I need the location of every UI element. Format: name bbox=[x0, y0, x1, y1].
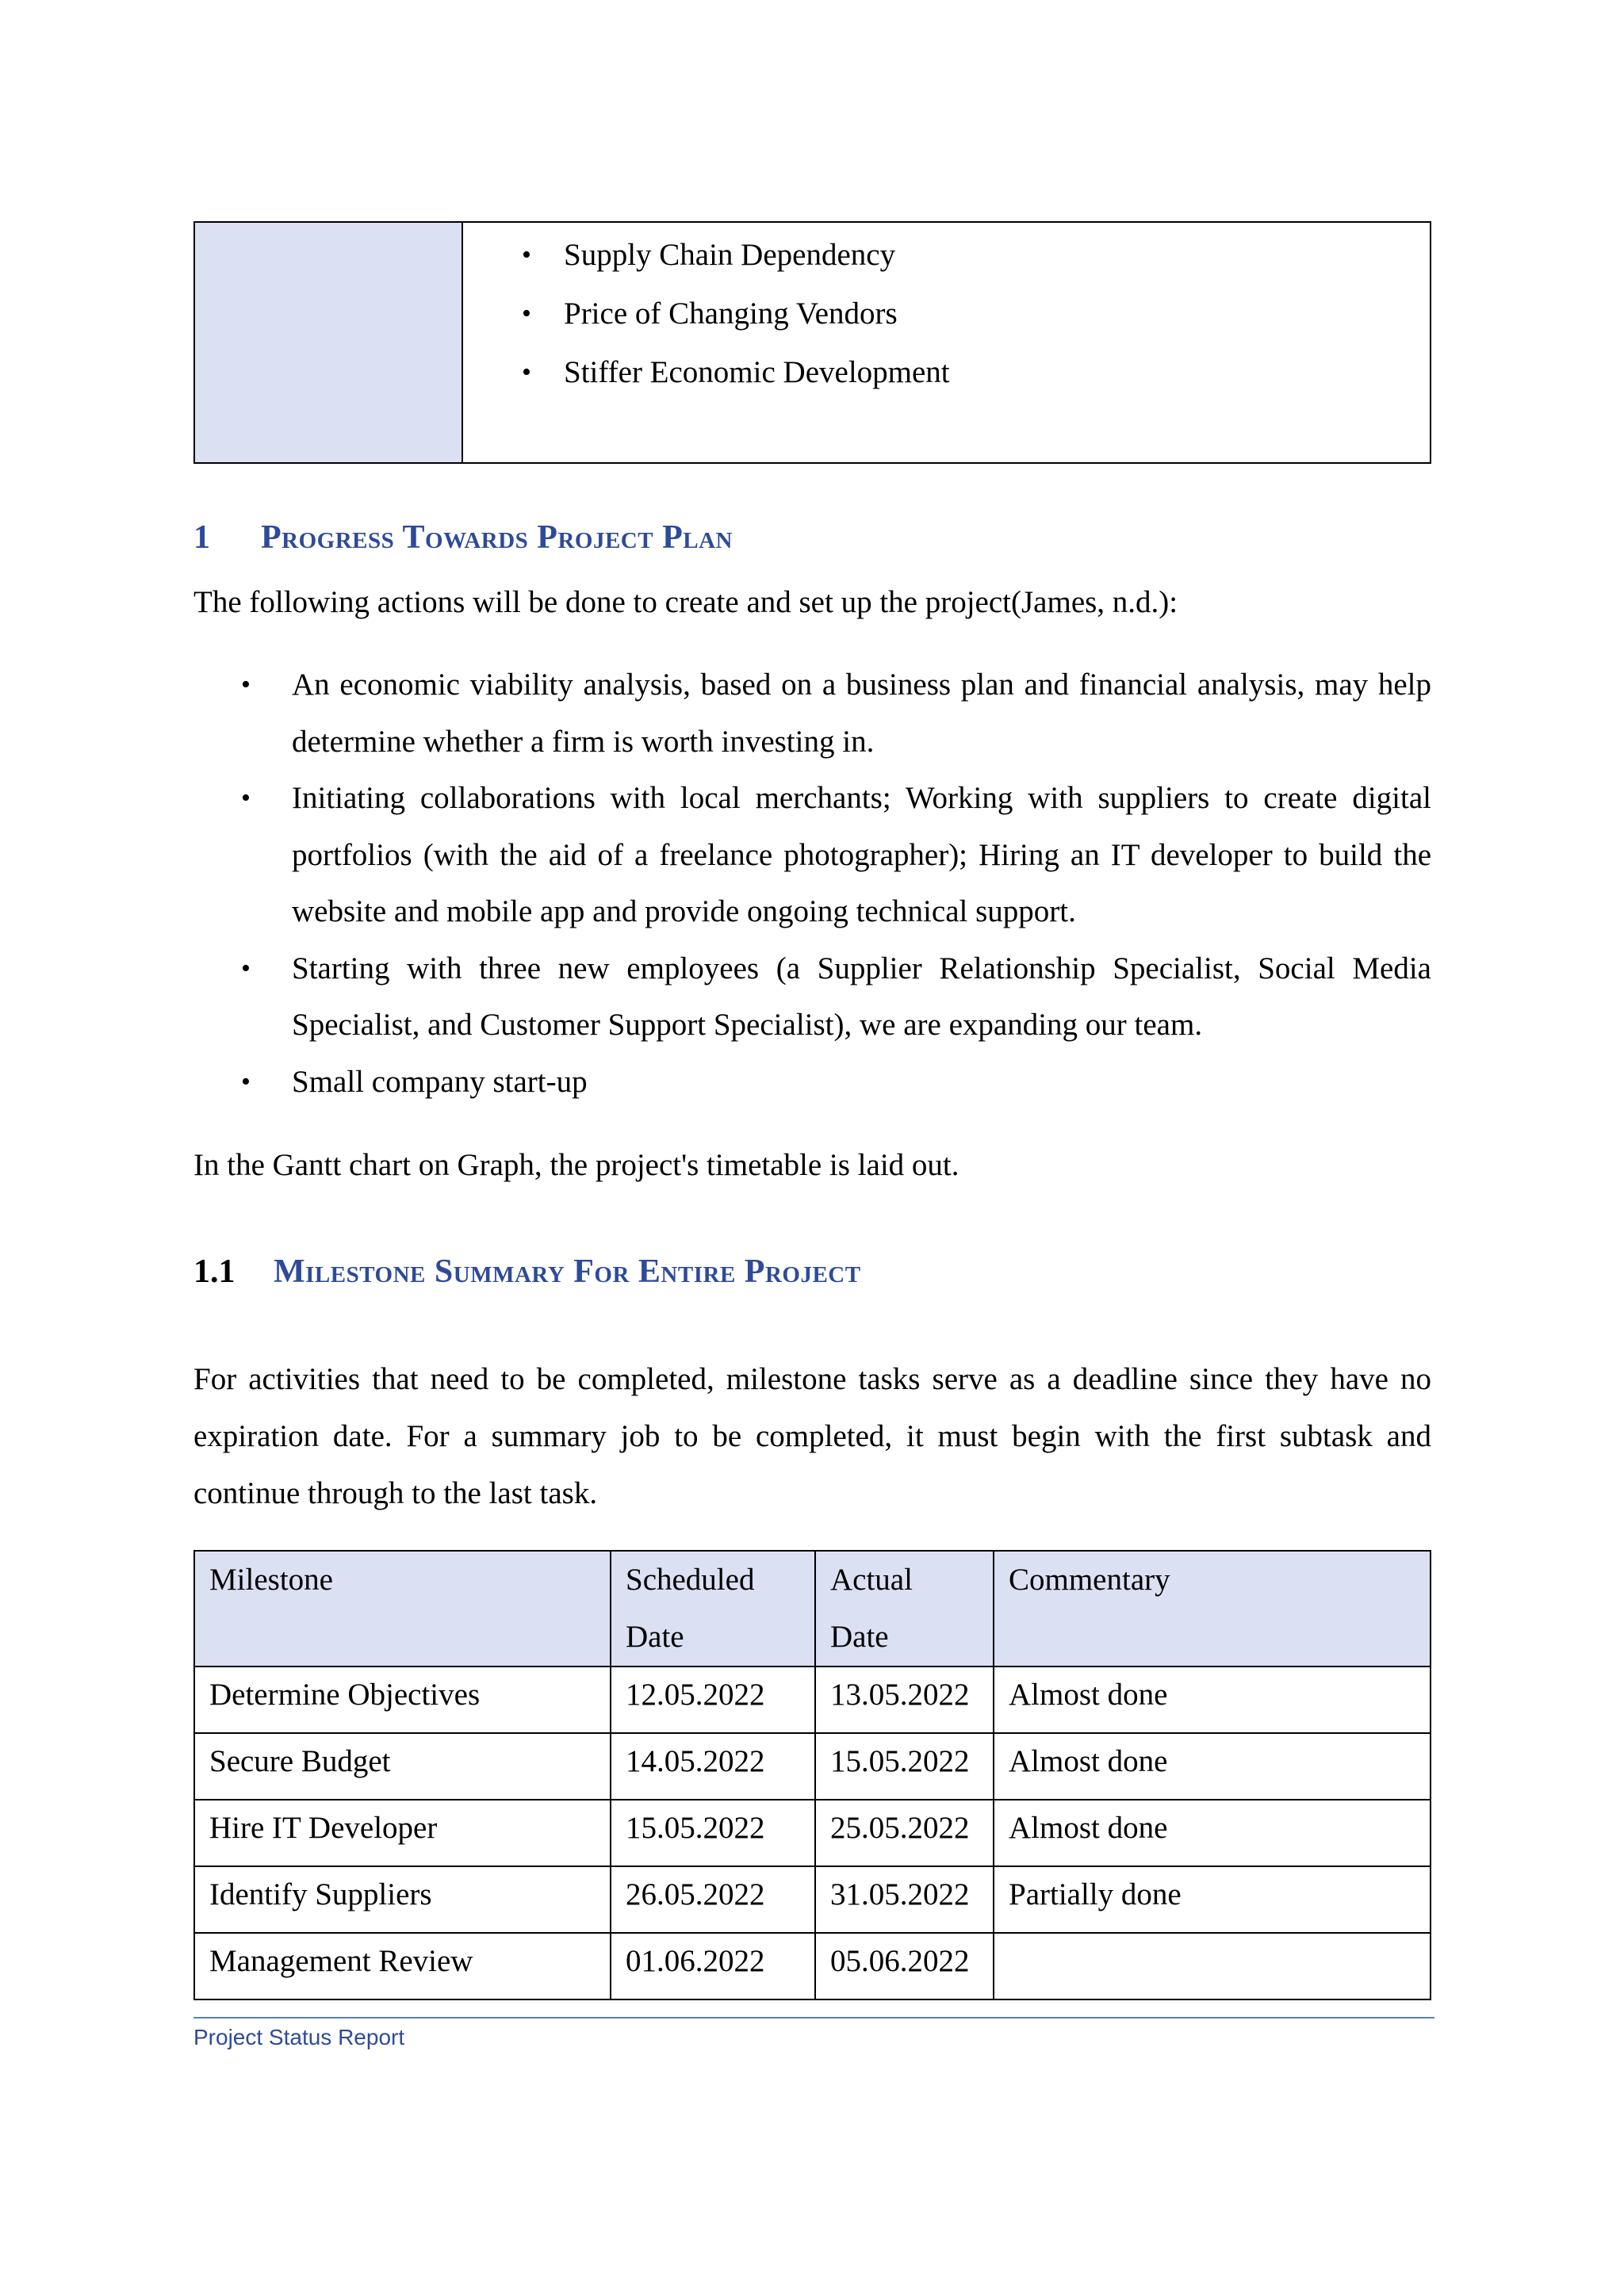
table-row bbox=[194, 1667, 1431, 1733]
subsection-number: 1.1 bbox=[193, 1253, 236, 1290]
cell-milestone: Management Review bbox=[194, 1933, 611, 1999]
table-row bbox=[194, 1933, 1431, 1999]
cell-scheduled-date: 12.05.2022 bbox=[611, 1667, 815, 1733]
risk-list-item: • Stiffer Economic Development bbox=[527, 343, 950, 402]
cell-actual-date: 05.06.2022 bbox=[815, 1933, 994, 1999]
cell-actual-date: 13.05.2022 bbox=[815, 1667, 994, 1733]
cell-commentary bbox=[994, 1933, 1431, 1999]
intro-paragraph: The following actions will be done to create and set up the project(James, n.d.): bbox=[193, 585, 1178, 619]
cell-milestone: Identify Suppliers bbox=[194, 1866, 611, 1933]
section-title: Progress Towards Project Plan bbox=[261, 519, 733, 556]
risk-list-item: • Price of Changing Vendors bbox=[527, 285, 950, 343]
action-bullet-item: • Starting with three new employees (a Supplier Relationship Specialist, Social Media Specialist, and Customer Support Specialist), we are expanding our team. bbox=[193, 940, 1431, 1054]
milestone-paragraph: For activities that need to be completed, milestone tasks serve as a deadline since they have no expiration date. For a summary job to be completed, it must begin with the first subtask and continue through to the last task. bbox=[193, 1362, 1431, 1510]
subsection-heading-milestones bbox=[193, 1248, 861, 1295]
cell-scheduled-date: 01.06.2022 bbox=[611, 1933, 815, 1999]
cell-actual-date: 31.05.2022 bbox=[815, 1866, 994, 1933]
cell-milestone: Secure Budget bbox=[194, 1733, 611, 1800]
cell-milestone: Determine Objectives bbox=[194, 1667, 611, 1733]
section-number: 1 bbox=[193, 519, 210, 556]
action-bullet-item: • Initiating collaborations with local merchants; Working with suppliers to create digital portfolios (with the aid of a freelance photographer); Hiring an IT developer to build the website and mobile app and provide ongoing technical support. bbox=[193, 770, 1431, 940]
gantt-note-paragraph: In the Gantt chart on Graph, the project's timetable is laid out. bbox=[193, 1148, 959, 1182]
cell-scheduled-date: 26.05.2022 bbox=[611, 1866, 815, 1933]
cell-commentary: Almost done bbox=[994, 1733, 1431, 1800]
table-row bbox=[194, 1733, 1431, 1800]
risk-table bbox=[193, 221, 1431, 464]
page-footer: Project Status Report bbox=[193, 2025, 405, 2049]
footer-rule bbox=[193, 2017, 1434, 2019]
cell-milestone: Hire IT Developer bbox=[194, 1800, 611, 1866]
risk-table-content-cell bbox=[463, 223, 1430, 462]
cell-actual-date: 15.05.2022 bbox=[815, 1733, 994, 1800]
table-header-row bbox=[194, 1551, 1431, 1667]
cell-actual-date: 25.05.2022 bbox=[815, 1800, 994, 1866]
table-row bbox=[194, 1800, 1431, 1866]
milestone-table bbox=[193, 1550, 1431, 2000]
header-milestone: Milestone bbox=[194, 1551, 611, 1667]
risk-table-label-cell bbox=[195, 223, 463, 462]
cell-commentary: Partially done bbox=[994, 1866, 1431, 1933]
action-bullet-item: • An economic viability analysis, based on a business plan and financial analysis, may help determine whether a firm is worth investing in. bbox=[193, 656, 1431, 770]
cell-scheduled-date: 14.05.2022 bbox=[611, 1733, 815, 1800]
header-actual-date: Actual Date bbox=[815, 1551, 994, 1667]
risk-list-item: • Supply Chain Dependency bbox=[527, 226, 950, 285]
action-bullet-list bbox=[193, 656, 1431, 1110]
action-bullet-item: • Small company start-up bbox=[193, 1054, 1431, 1111]
section-heading-progress bbox=[193, 514, 733, 561]
cell-scheduled-date: 15.05.2022 bbox=[611, 1800, 815, 1866]
subsection-title: Milestone Summary For Entire Project bbox=[274, 1253, 861, 1290]
table-row bbox=[194, 1866, 1431, 1933]
risk-list bbox=[527, 226, 950, 402]
header-scheduled-date: Scheduled Date bbox=[611, 1551, 815, 1667]
header-commentary: Commentary bbox=[994, 1551, 1431, 1667]
cell-commentary: Almost done bbox=[994, 1667, 1431, 1733]
cell-commentary: Almost done bbox=[994, 1800, 1431, 1866]
